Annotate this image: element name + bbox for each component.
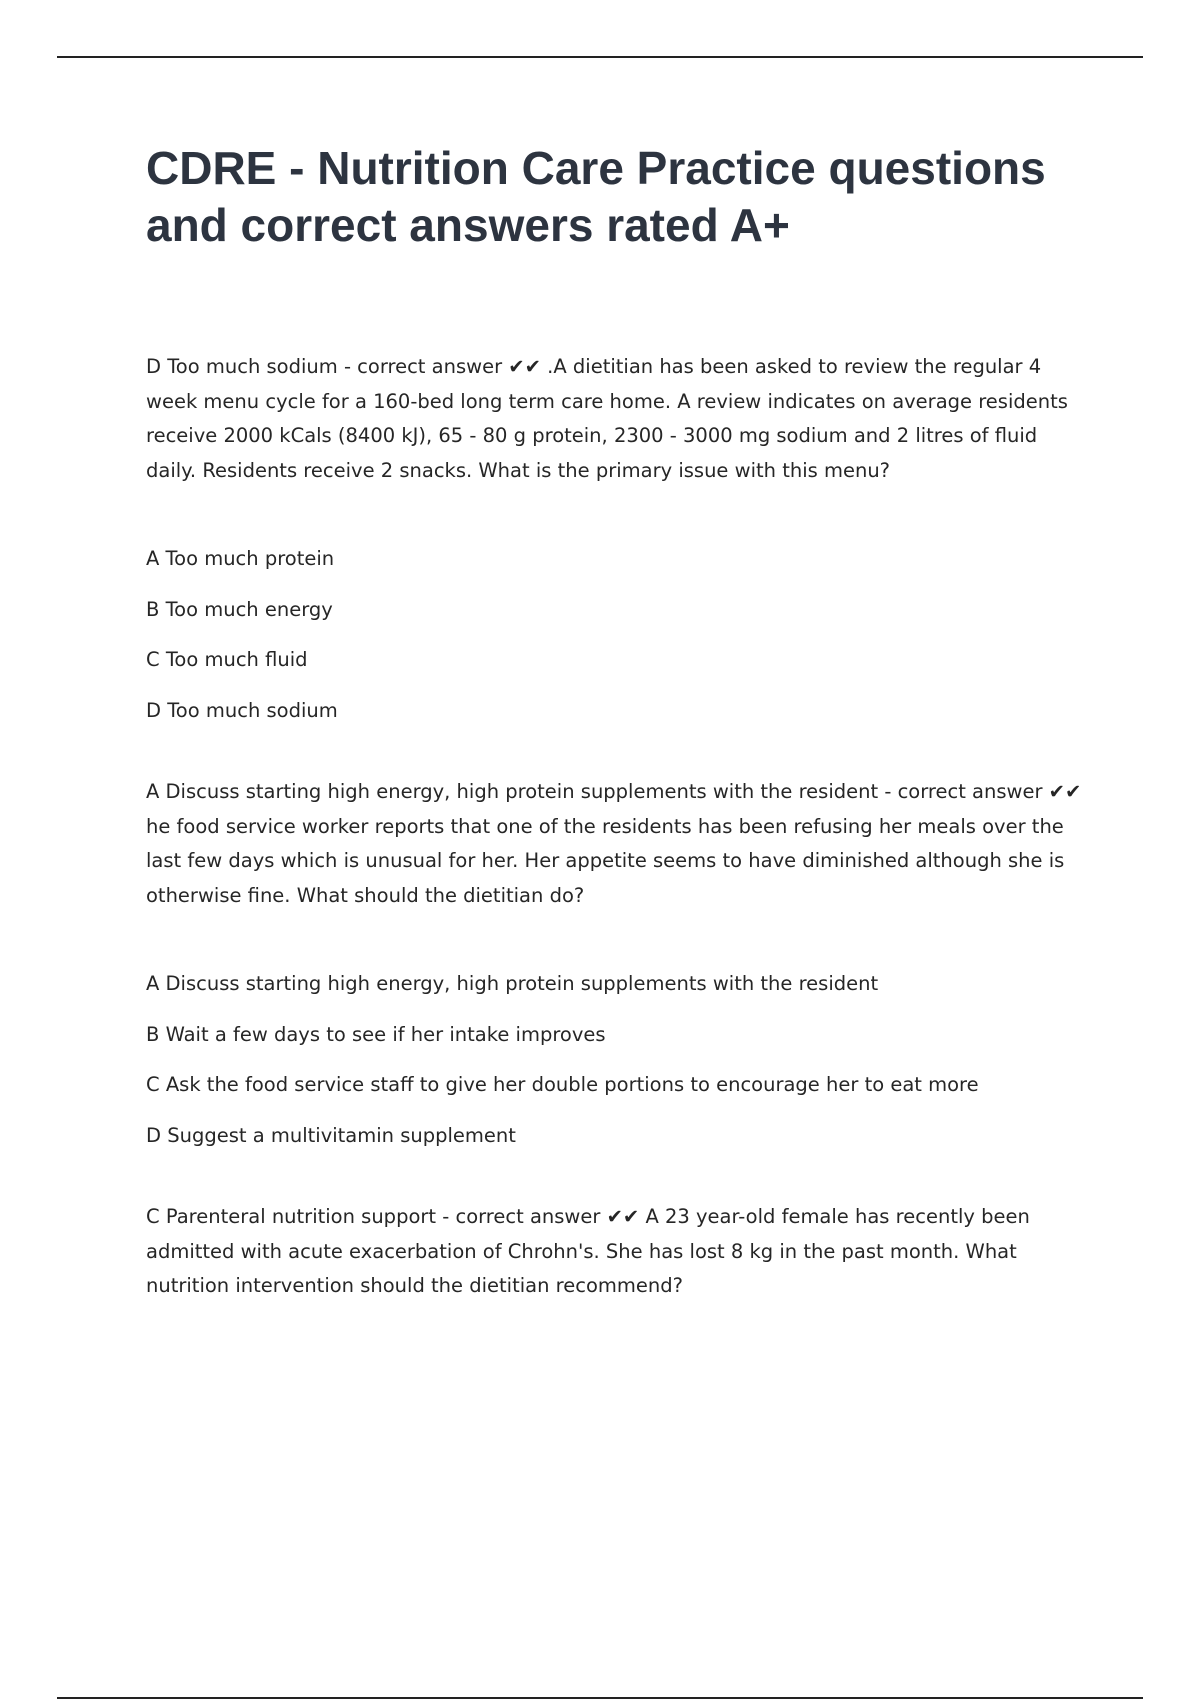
bottom-divider [57,1697,1143,1699]
question-block-3 [146,1200,1086,1304]
answer-options [146,969,1086,1171]
question-text: D Too much sodium - correct answer ✔✔ .A dietitian has been asked to review the regular 4 week menu cycle for a 160-bed long term care home. A review indicates on average residents receive 2000 kCals (8400 kJ), 65 - 80 g protein, 2300 - 3000 mg sodium and 2 litres of fluid daily. Residents receive 2 snacks. What is the primary issue with this menu? [146,355,1068,482]
question-text: C Parenteral nutrition support - correct answer ✔✔ A 23 year-old female has recently been admitted with acute exacerbation of Chrohn's. She has lost 8 kg in the past month. What nutrition intervention should the dietitian recommend? [146,1205,1030,1297]
option-d: D Too much sodium [146,698,338,722]
option-a: A Too much protein [146,547,335,570]
document-title: CDRE - Nutrition Care Practice questions and correct answers rated A+ [146,142,1046,251]
document-body [146,140,1086,1304]
option-c: C Too much fluid [146,648,308,671]
option-b: B Too much energy [146,597,333,621]
top-divider [57,56,1143,58]
option-d: D Suggest a multivitamin supplement [146,1123,516,1147]
question-block-1 [146,350,1086,746]
option-c: C Ask the food service staff to give her double portions to encourage her to eat more [146,1073,979,1096]
answer-options [146,544,1086,746]
question-text: A Discuss starting high energy, high protein supplements with the resident - correct answer ✔✔ he food service worker reports that one of the residents has been refusing her meals over the last few days which is unusual for her. Her appetite seems to have diminished although she is otherwise fine. What should the dietitian do? [146,780,1082,907]
option-b: B Wait a few days to see if her intake improves [146,1022,606,1046]
question-block-2 [146,775,1086,1171]
option-a: A Discuss starting high energy, high protein supplements with the resident [146,972,879,995]
